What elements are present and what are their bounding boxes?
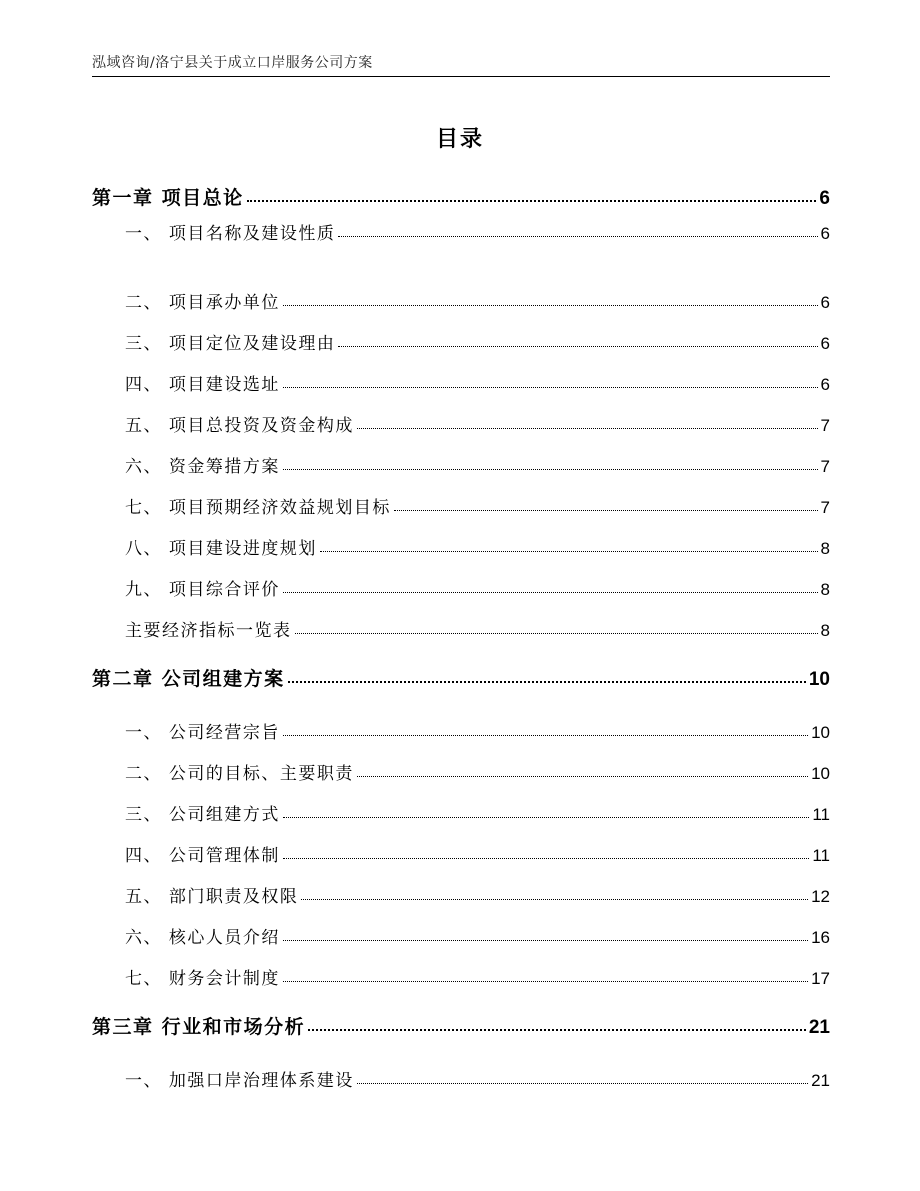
toc-section[interactable] bbox=[125, 841, 830, 866]
dot-leader bbox=[283, 297, 818, 307]
dot-leader bbox=[320, 543, 818, 553]
dot-leader bbox=[283, 584, 818, 594]
toc-page-number: 10 bbox=[811, 764, 830, 783]
toc-page-number: 17 bbox=[811, 969, 830, 988]
toc-page-number: 7 bbox=[820, 498, 830, 517]
toc-section[interactable] bbox=[125, 329, 830, 354]
toc-page-number: 7 bbox=[820, 457, 830, 476]
toc-chapter-2[interactable] bbox=[92, 664, 830, 691]
toc-page-number: 7 bbox=[820, 416, 830, 435]
toc-page-number: 21 bbox=[808, 1017, 830, 1038]
toc-entry-label: 六、 资金筹措方案 bbox=[125, 457, 280, 477]
toc-page-number: 6 bbox=[820, 375, 830, 394]
toc-section[interactable] bbox=[125, 1066, 830, 1091]
toc-entry-label: 第二章 公司组建方案 bbox=[92, 668, 285, 690]
dot-leader bbox=[283, 809, 809, 819]
toc-entry-label: 一、 项目名称及建设性质 bbox=[125, 224, 336, 244]
toc-chapter-3[interactable] bbox=[92, 1012, 830, 1039]
dot-leader bbox=[283, 379, 818, 389]
dot-leader bbox=[247, 191, 817, 203]
dot-leader bbox=[283, 850, 809, 860]
toc-section[interactable] bbox=[125, 800, 830, 825]
toc-page-number: 16 bbox=[811, 928, 830, 947]
toc-entry-label: 二、 公司的目标、主要职责 bbox=[125, 764, 354, 784]
toc-section[interactable] bbox=[125, 219, 830, 244]
toc-page-number: 6 bbox=[820, 334, 830, 353]
dot-leader bbox=[288, 672, 806, 684]
toc-section[interactable] bbox=[125, 452, 830, 477]
toc-chapter-1[interactable] bbox=[92, 183, 830, 210]
toc-entry-label: 八、 项目建设进度规划 bbox=[125, 539, 317, 559]
toc-section[interactable] bbox=[125, 759, 830, 784]
dot-leader bbox=[357, 768, 808, 778]
toc-title: 目录 bbox=[435, 127, 484, 152]
toc-section[interactable] bbox=[125, 718, 830, 743]
dot-leader bbox=[338, 338, 817, 348]
toc-page-number: 6 bbox=[819, 188, 830, 209]
toc-entry-label: 九、 项目综合评价 bbox=[125, 580, 280, 600]
toc-page-number: 8 bbox=[820, 580, 830, 599]
toc-page-number: 6 bbox=[820, 293, 830, 312]
dot-leader bbox=[357, 420, 818, 430]
toc-section[interactable] bbox=[125, 882, 830, 907]
dot-leader bbox=[338, 228, 817, 238]
toc-entry-label: 第一章 项目总论 bbox=[92, 187, 244, 209]
toc-section[interactable] bbox=[125, 923, 830, 948]
toc-section[interactable] bbox=[125, 534, 830, 559]
toc-entry-label: 第三章 行业和市场分析 bbox=[92, 1016, 306, 1038]
toc-entry-label: 七、 财务会计制度 bbox=[125, 969, 280, 989]
toc-page-number: 11 bbox=[812, 846, 830, 865]
dot-leader bbox=[283, 932, 808, 942]
dot-leader bbox=[295, 625, 818, 635]
toc-section[interactable] bbox=[125, 616, 830, 641]
toc-entry-label: 六、 核心人员介绍 bbox=[125, 928, 280, 948]
toc-entry-label: 二、 项目承办单位 bbox=[125, 293, 280, 313]
dot-leader bbox=[301, 891, 808, 901]
toc-section[interactable] bbox=[125, 575, 830, 600]
toc-entry-label: 一、 加强口岸治理体系建设 bbox=[125, 1071, 354, 1091]
toc-page-number: 6 bbox=[820, 224, 830, 243]
running-header: 泓域咨询/洛宁县关于成立口岸服务公司方案 bbox=[92, 55, 373, 71]
toc-entry-label: 主要经济指标一览表 bbox=[125, 621, 292, 641]
toc-page-number: 21 bbox=[811, 1071, 830, 1090]
toc-entry-label: 三、 公司组建方式 bbox=[125, 805, 280, 825]
toc-page-number: 11 bbox=[812, 805, 830, 824]
dot-leader bbox=[283, 727, 808, 737]
dot-leader bbox=[308, 1020, 806, 1032]
toc-section[interactable] bbox=[125, 964, 830, 989]
dot-leader bbox=[283, 461, 818, 471]
toc-entry-label: 三、 项目定位及建设理由 bbox=[125, 334, 336, 354]
toc-entry-label: 四、 公司管理体制 bbox=[125, 846, 280, 866]
toc-entry-label: 五、 项目总投资及资金构成 bbox=[125, 416, 354, 436]
toc-entry-label: 七、 项目预期经济效益规划目标 bbox=[125, 498, 391, 518]
dot-leader bbox=[394, 502, 818, 512]
toc-section[interactable] bbox=[125, 493, 830, 518]
toc-page-number: 8 bbox=[820, 621, 830, 640]
toc-page-number: 10 bbox=[808, 669, 830, 690]
toc-entry-label: 一、 公司经营宗旨 bbox=[125, 723, 280, 743]
header-divider bbox=[92, 76, 830, 77]
toc-section[interactable] bbox=[125, 288, 830, 313]
toc-page-number: 10 bbox=[811, 723, 830, 742]
dot-leader bbox=[283, 973, 808, 983]
toc-section[interactable] bbox=[125, 411, 830, 436]
toc-page-number: 8 bbox=[820, 539, 830, 558]
dot-leader bbox=[357, 1075, 808, 1085]
toc-page-number: 12 bbox=[811, 887, 830, 906]
toc-entry-label: 四、 项目建设选址 bbox=[125, 375, 280, 395]
toc-entry-label: 五、 部门职责及权限 bbox=[125, 887, 299, 907]
toc-section[interactable] bbox=[125, 370, 830, 395]
